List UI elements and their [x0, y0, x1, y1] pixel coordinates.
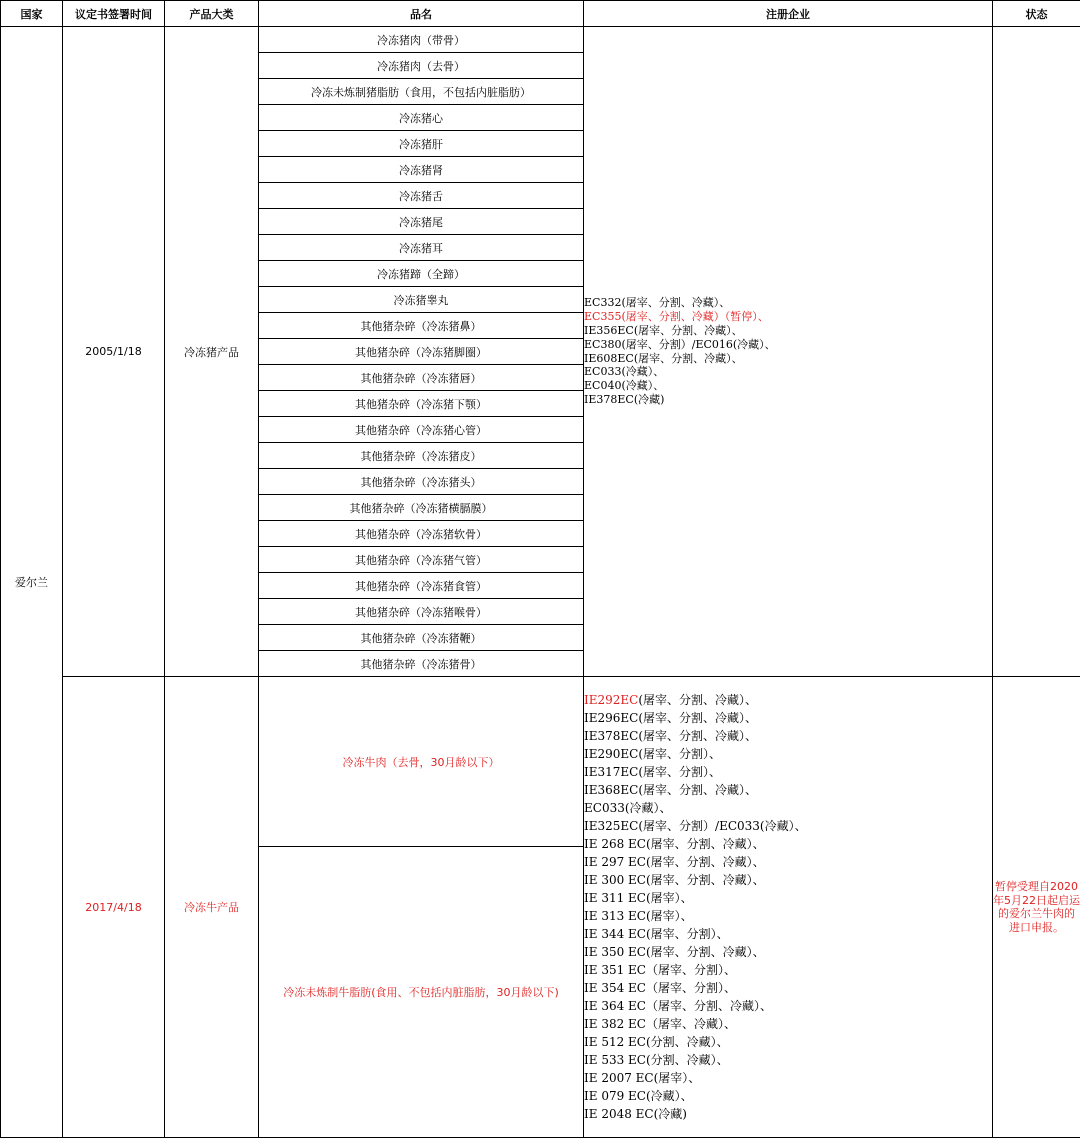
enterprise-entry: [584, 1051, 992, 1069]
header-product-name: 品名: [259, 1, 584, 27]
enterprise-entry: [584, 1069, 992, 1087]
enterprise-scope: (屠宰、分割）、: [645, 927, 729, 941]
enterprise-entry: EC355(屠宰、分割、冷藏）（暂停）、: [584, 310, 769, 324]
product-name: 其他猪杂碎（冷冻猪鼻）: [259, 313, 584, 339]
enterprise-code: IE290EC: [584, 747, 639, 761]
enterprise-code: IE 354 EC: [584, 981, 646, 995]
enterprise-scope: (屠宰、分割、冷藏）、: [638, 783, 758, 797]
enterprise-scope: （屠宰、分割）、: [645, 981, 736, 995]
enterprise-code: IE 344 EC: [584, 927, 646, 941]
enterprise-entry: IE608EC(屠宰、分割、冷藏）、: [584, 351, 743, 365]
enterprise-scope: (屠宰）、: [645, 891, 693, 905]
enterprise-entry: [584, 817, 992, 835]
enterprise-entry: [584, 1015, 992, 1033]
enterprise-entry: [584, 925, 992, 943]
enterprise-scope: (屠宰）、: [645, 909, 693, 923]
product-name: 冷冻未炼制牛脂肪(食用、不包括内脏脂肪，30月龄以下): [259, 847, 584, 1138]
enterprise-code: IE 533 EC: [584, 1053, 646, 1067]
enterprise-entry: [584, 889, 992, 907]
beef-registered-enterprises: [584, 677, 993, 1138]
enterprise-entry: [584, 1087, 992, 1105]
product-name: 冷冻猪舌: [259, 183, 584, 209]
enterprise-entry: [584, 763, 992, 781]
enterprise-entry: EC332(屠宰、分割、冷藏）、: [584, 296, 731, 310]
enterprise-scope: (分割、冷藏）、: [645, 1053, 729, 1067]
enterprise-scope: (屠宰、分割、冷藏）、: [645, 945, 765, 959]
enterprise-scope: (屠宰、分割）/EC033(冷藏）、: [638, 819, 807, 833]
enterprise-code: IE 297 EC: [584, 855, 646, 869]
table-row: [1, 27, 1080, 53]
enterprise-entry: [584, 961, 992, 979]
product-name: 其他猪杂碎（冷冻猪食管）: [259, 573, 584, 599]
enterprise-entry: EC040(冷藏）、: [584, 379, 665, 393]
product-name: 其他猪杂碎（冷冻猪气管）: [259, 547, 584, 573]
enterprise-entry: EC380(屠宰、分割）/EC016(冷藏）、: [584, 337, 776, 351]
enterprise-scope: (屠宰、分割、冷藏）、: [645, 873, 765, 887]
table-row: [1, 677, 1080, 847]
enterprise-entry: [584, 997, 992, 1015]
enterprise-entry: [584, 1105, 992, 1123]
product-name: 其他猪杂碎（冷冻猪唇）: [259, 365, 584, 391]
product-name: 其他猪杂碎（冷冻猪横膈膜）: [259, 495, 584, 521]
enterprise-code: IE325EC: [584, 819, 639, 833]
enterprise-entry: [584, 781, 992, 799]
enterprise-code: IE 300 EC: [584, 873, 646, 887]
product-name: 其他猪杂碎（冷冻猪心管）: [259, 417, 584, 443]
enterprise-entry: [584, 979, 992, 997]
header-registered-enterprise: 注册企业: [584, 1, 993, 27]
enterprise-code: IE368EC: [584, 783, 639, 797]
pork-category: 冷冻猪产品: [165, 27, 259, 677]
product-name: 其他猪杂碎（冷冻猪喉骨）: [259, 599, 584, 625]
enterprise-entry: [584, 727, 992, 745]
enterprise-scope: (屠宰、分割）、: [638, 765, 722, 779]
product-name: 其他猪杂碎（冷冻猪下颚）: [259, 391, 584, 417]
product-name: 其他猪杂碎（冷冻猪鞭）: [259, 625, 584, 651]
beef-category: 冷冻牛产品: [165, 677, 259, 1138]
enterprise-code: IE 2048 EC: [584, 1107, 654, 1121]
enterprise-scope: (冷藏）、: [645, 1089, 693, 1103]
enterprise-entry: [584, 1033, 992, 1051]
enterprise-entry: IE378EC(冷藏): [584, 392, 665, 406]
enterprise-entry: [584, 871, 992, 889]
enterprise-entry: [584, 709, 992, 727]
product-name: 其他猪杂碎（冷冻猪脚圈）: [259, 339, 584, 365]
enterprise-scope: (冷藏): [653, 1107, 687, 1121]
header-country: 国家: [1, 1, 63, 27]
enterprise-code: IE296EC: [584, 711, 639, 725]
enterprise-entry: [584, 907, 992, 925]
enterprise-entry: [584, 853, 992, 871]
enterprise-entry: [584, 691, 992, 709]
enterprise-scope: （屠宰、分割）、: [645, 963, 736, 977]
enterprise-code: IE378EC: [584, 729, 639, 743]
enterprise-code: IE317EC: [584, 765, 639, 779]
pork-registered-enterprises: [584, 27, 993, 677]
enterprise-scope: (屠宰）、: [653, 1071, 701, 1085]
enterprise-entry: [584, 799, 992, 817]
enterprise-scope: （屠宰、分割、冷藏）、: [645, 999, 772, 1013]
product-name: 冷冻猪肉（去骨）: [259, 53, 584, 79]
enterprise-scope: (冷藏）、: [624, 801, 672, 815]
pork-sign-date: 2005/1/18: [63, 27, 165, 677]
enterprise-entry: IE356EC(屠宰、分割、冷藏）、: [584, 323, 743, 337]
enterprise-code: IE 382 EC: [584, 1017, 646, 1031]
enterprise-code: IE 311 EC: [584, 891, 646, 905]
product-name: 冷冻猪肾: [259, 157, 584, 183]
product-name: 其他猪杂碎（冷冻猪骨）: [259, 651, 584, 677]
enterprise-code: IE 351 EC: [584, 963, 646, 977]
enterprise-code: IE 079 EC: [584, 1089, 646, 1103]
enterprise-scope: (屠宰、分割、冷藏）、: [645, 855, 765, 869]
product-name: 其他猪杂碎（冷冻猪头）: [259, 469, 584, 495]
pork-status: [993, 27, 1080, 677]
enterprise-entry: [584, 745, 992, 763]
enterprise-scope: （屠宰、冷藏）、: [645, 1017, 736, 1031]
header-status: 状态: [993, 1, 1080, 27]
product-name: 冷冻猪心: [259, 105, 584, 131]
beef-status: 暂停受理自2020年5月22日起启运的爱尔兰牛肉的进口申报。: [993, 677, 1080, 1138]
enterprise-code: IE 268 EC: [584, 837, 646, 851]
enterprise-code: IE 313 EC: [584, 909, 646, 923]
enterprise-scope: (屠宰、分割、冷藏）、: [638, 729, 758, 743]
product-name: 其他猪杂碎（冷冻猪皮）: [259, 443, 584, 469]
enterprise-scope: (屠宰、分割）、: [638, 747, 722, 761]
enterprise-entry: [584, 835, 992, 853]
country-cell: 爱尔兰: [1, 27, 63, 1138]
enterprise-code: EC033: [584, 801, 625, 815]
enterprise-code: IE 364 EC: [584, 999, 646, 1013]
product-name: 其他猪杂碎（冷冻猪软骨）: [259, 521, 584, 547]
product-name: 冷冻猪肉（带骨）: [259, 27, 584, 53]
enterprise-entry: EC033(冷藏）、: [584, 365, 665, 379]
header-sign-date: 议定书签署时间: [63, 1, 165, 27]
enterprise-code: IE 512 EC: [584, 1035, 646, 1049]
enterprise-entry: [584, 943, 992, 961]
enterprise-code: IE292EC: [584, 693, 639, 707]
product-name: 冷冻猪尾: [259, 209, 584, 235]
beef-sign-date: 2017/4/18: [63, 677, 165, 1138]
product-name: 冷冻猪耳: [259, 235, 584, 261]
product-name: 冷冻未炼制猪脂肪（食用，不包括内脏脂肪）: [259, 79, 584, 105]
header-category: 产品大类: [165, 1, 259, 27]
enterprise-scope: (分割、冷藏）、: [645, 1035, 729, 1049]
enterprise-scope: (屠宰、分割、冷藏）、: [638, 711, 758, 725]
product-name: 冷冻猪肝: [259, 131, 584, 157]
enterprise-code: IE 2007 EC: [584, 1071, 654, 1085]
product-name: 冷冻猪蹄（全蹄）: [259, 261, 584, 287]
product-name: 冷冻猪睾丸: [259, 287, 584, 313]
header-row: [1, 1, 1080, 27]
enterprise-scope: (屠宰、分割、冷藏）、: [638, 693, 758, 707]
enterprise-scope: (屠宰、分割、冷藏）、: [645, 837, 765, 851]
enterprise-code: IE 350 EC: [584, 945, 646, 959]
product-name: 冷冻牛肉（去骨，30月龄以下）: [259, 677, 584, 847]
